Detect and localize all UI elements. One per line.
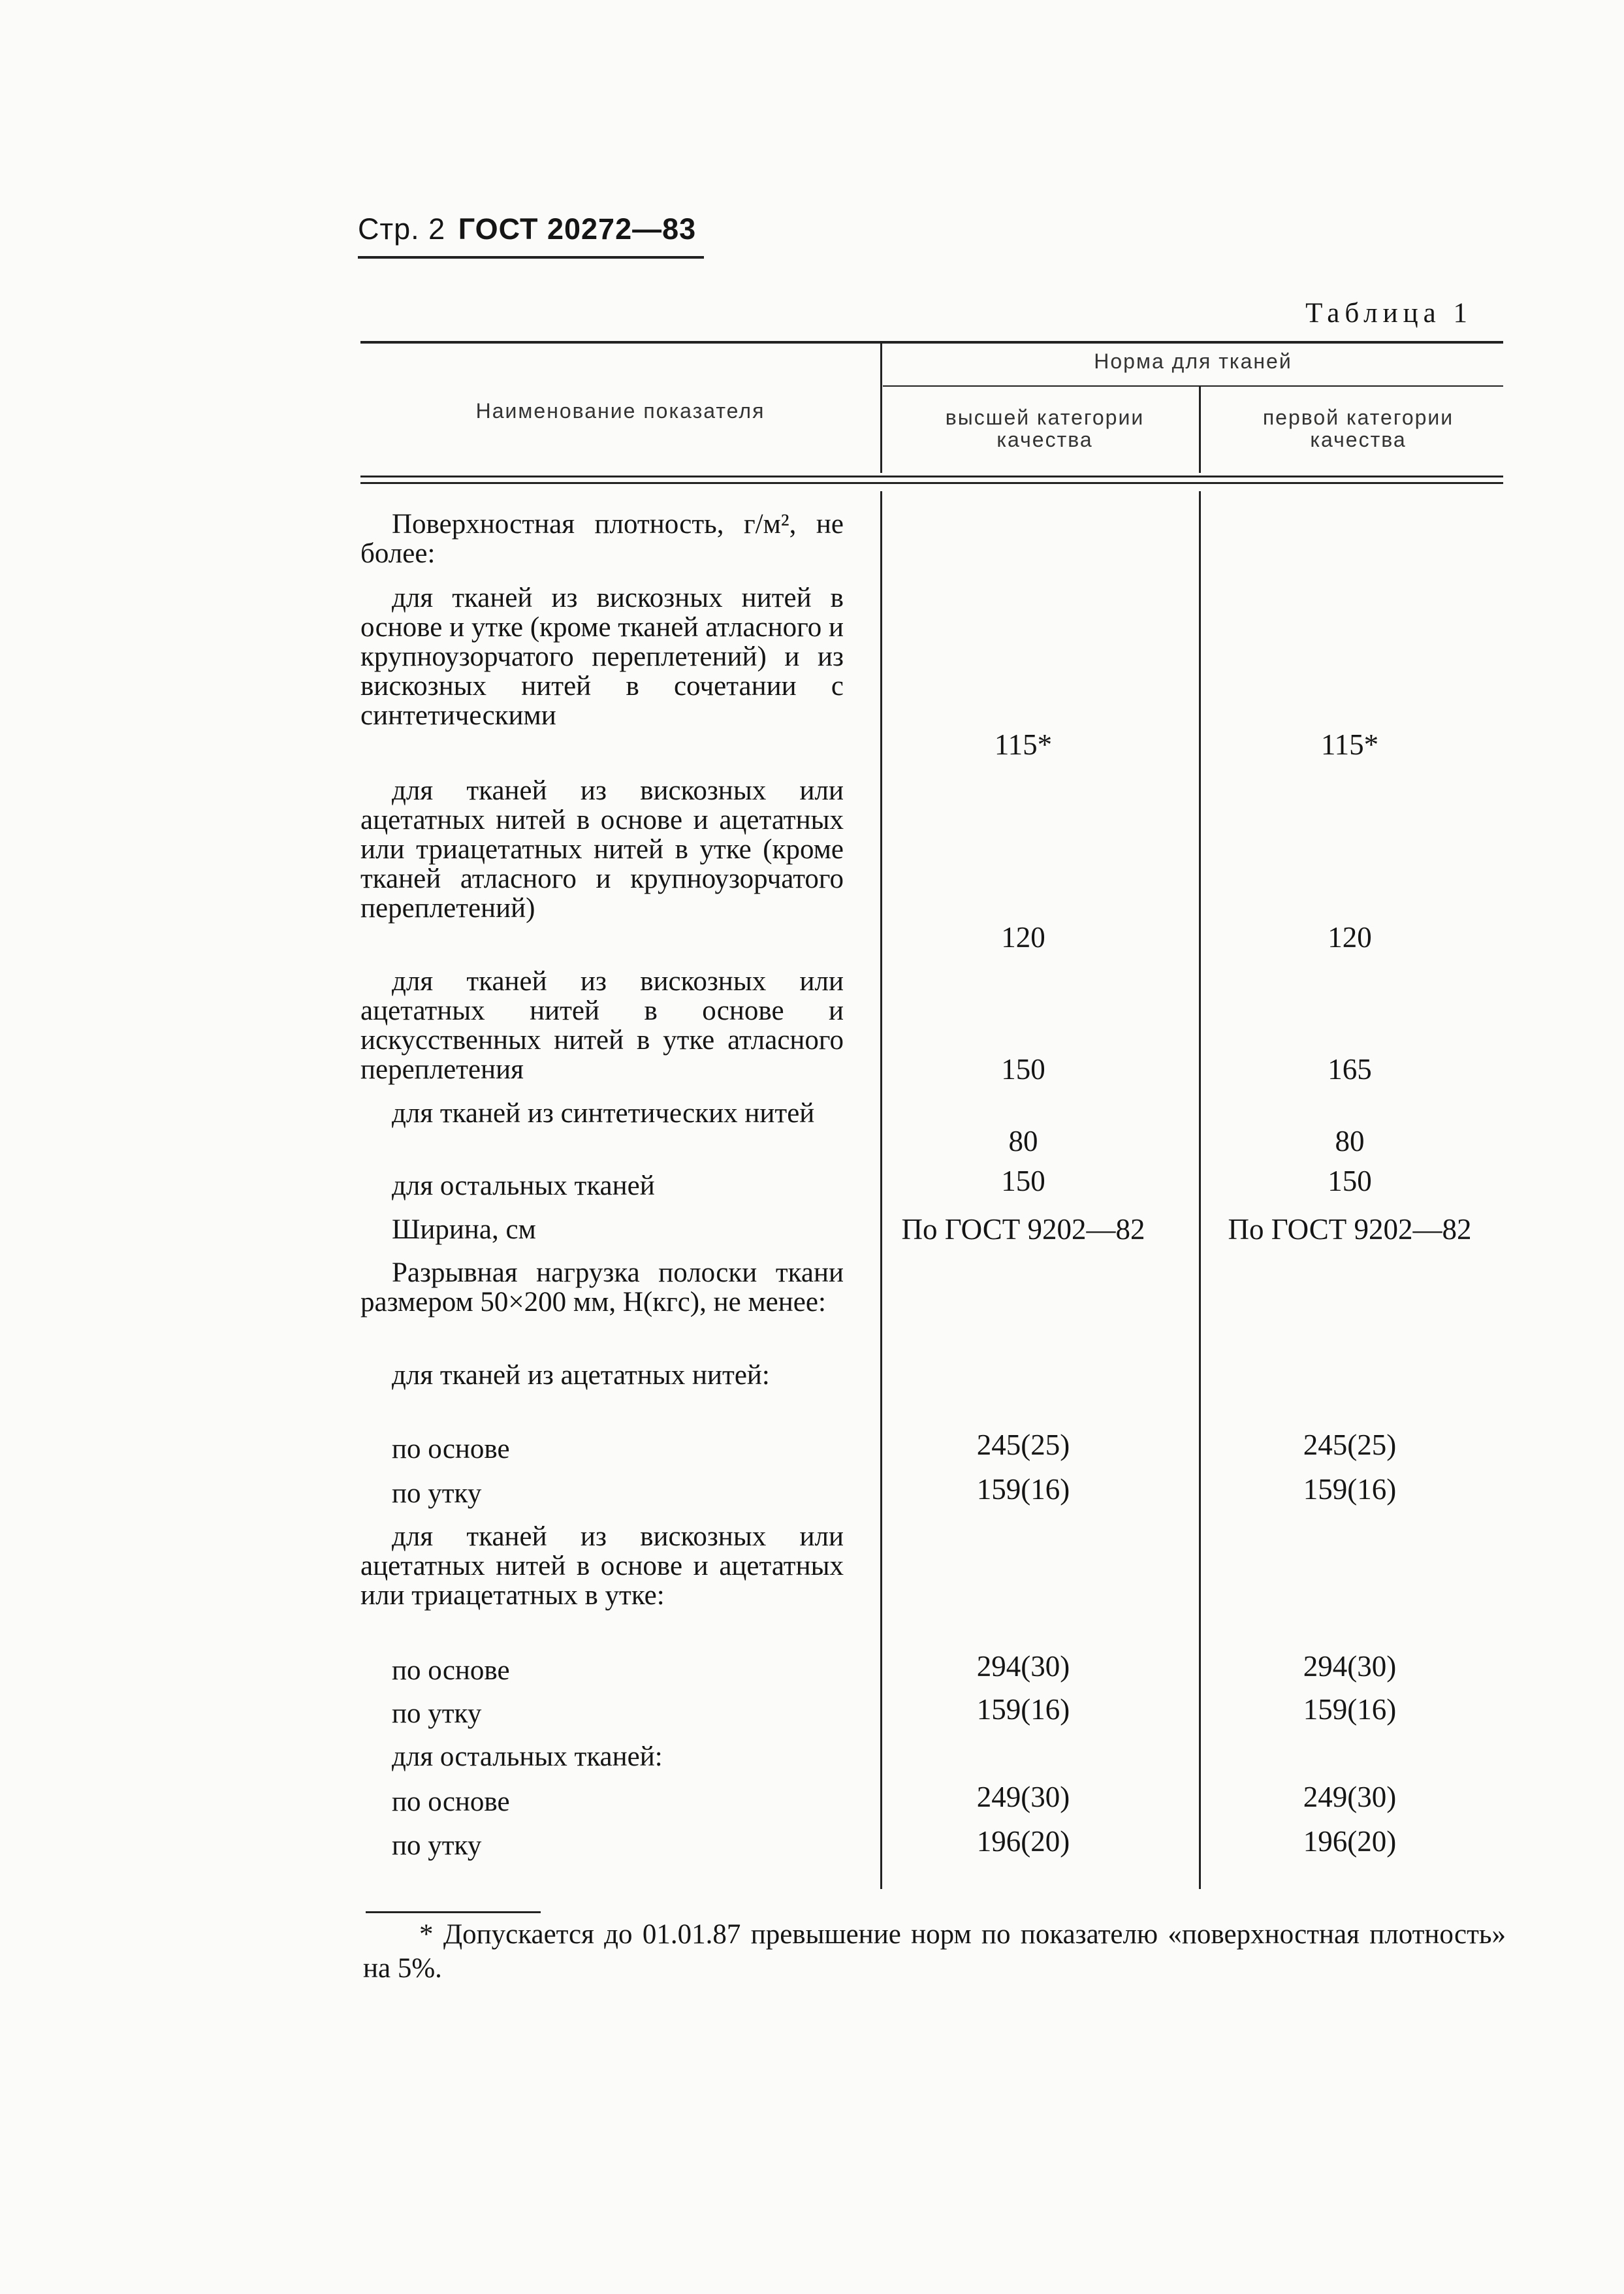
indicator-name: для тканей из вискозных или ацетатных нитей в основе и искусственных нитей в утке атласного переплетения [360,966,844,1085]
indicator-name: по основе [392,1786,510,1817]
value-highest: 159(16) [976,1473,1070,1506]
value-highest: 150 [1001,1053,1045,1086]
value-highest: 245(25) [976,1429,1070,1461]
value-highest: 120 [1001,921,1045,954]
column-header-highest: высшей категории качества [945,406,1145,451]
document-code: ГОСТ 20272—83 [458,212,697,246]
indicator-name: по утку [392,1478,482,1509]
value-highest: По ГОСТ 9202—82 [901,1213,1145,1246]
indicator-name: Поверхностная плотность, г/м², не более: [360,509,844,569]
footnote-rule [366,1911,541,1913]
indicator-name: для тканей из ацетатных нитей: [392,1360,770,1391]
header-divider-2 [1199,387,1201,473]
value-highest: 159(16) [976,1693,1070,1726]
column-header-indicator: Наименование показателя [475,399,765,423]
indicator-name: для остальных тканей [392,1171,655,1201]
value-first: 159(16) [1303,1473,1397,1506]
value-first: 120 [1328,921,1372,954]
value-highest: 80 [1008,1125,1038,1157]
value-first: 80 [1335,1125,1365,1157]
header-bottom-rule-1 [360,476,1503,477]
indicator-name: Разрывная нагрузка полоски ткани размером 50×200 мм, Н(кгс), не менее: [360,1257,844,1317]
indicator-name: по основе [392,1655,510,1686]
indicator-name: для тканей из вискозных или ацетатных нитей в основе и ацетатных или триацетатных в утке: [360,1521,844,1611]
indicator-name: по основе [392,1434,510,1464]
value-first: 249(30) [1303,1781,1397,1813]
column-header-first: первой категории качества [1262,406,1454,451]
header-bottom-rule-2 [360,482,1503,484]
value-first: 159(16) [1303,1693,1397,1726]
value-first: 294(30) [1303,1650,1397,1683]
value-first: 150 [1328,1165,1372,1197]
indicator-name: для тканей из вискозных нитей в основе и утке (кроме тканей атласного и крупноузорчатого переплетений) и из вискозных нитей в сочетании с синтетическими [360,583,844,731]
group-header-rule [883,385,1503,387]
indicator-name: по утку [392,1830,482,1861]
page-number: Стр. 2 [358,212,446,246]
page-header [358,212,696,246]
value-highest: 294(30) [976,1650,1070,1683]
indicator-name: по утку [392,1698,482,1729]
value-first: 165 [1328,1053,1372,1086]
indicator-name: для тканей из синтетических нитей [392,1098,815,1129]
value-first: 245(25) [1303,1429,1397,1461]
value-highest: 196(20) [976,1825,1070,1858]
column-group-header: Норма для тканей [1094,349,1292,373]
indicator-name: для тканей из вискозных или ацетатных нитей в основе и ацетатных или триацетатных нитей в утке (кроме тканей атласного и крупноузорчатого переплетений) [360,775,844,924]
header-rule [358,256,704,259]
value-highest: 150 [1001,1165,1045,1197]
value-highest: 115* [994,728,1053,761]
table-top-rule [360,341,1503,344]
indicator-name: для остальных тканей: [392,1741,663,1772]
value-highest: 249(30) [976,1781,1070,1813]
value-first: По ГОСТ 9202—82 [1228,1213,1472,1246]
footnote: * Допускается до 01.01.87 превышение норм по показателю «поверхностная плотность» на 5%. [363,1919,1506,1984]
indicator-name: Ширина, см [392,1214,536,1245]
header-divider-1 [880,342,882,473]
table-title: Таблица 1 [1305,298,1473,329]
value-first: 115* [1320,728,1379,761]
value-first: 196(20) [1303,1825,1397,1858]
